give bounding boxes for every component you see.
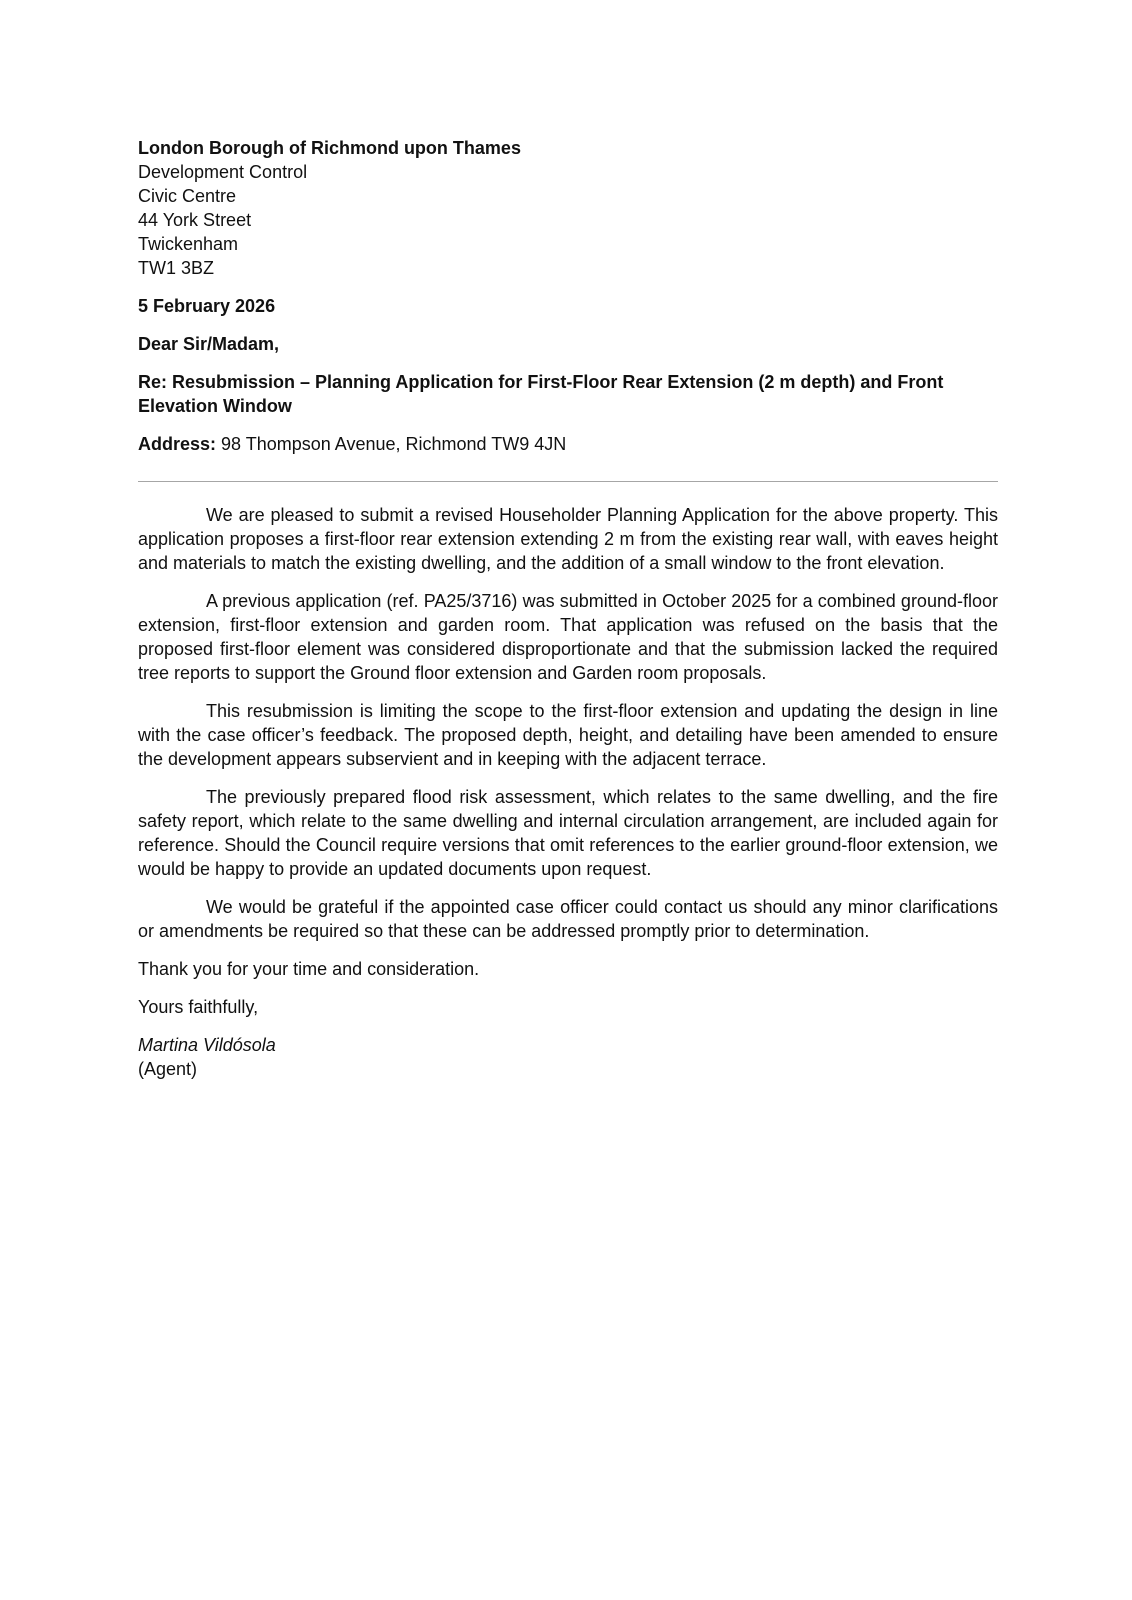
sign-off: Yours faithfully,: [138, 997, 259, 1017]
body-paragraph-4: The previously prepared flood risk assessment, which relates to the same dwelling, and the fire safety report, which relate to the same dwelling and internal circulation arrangement, are included again for reference. Should the Council require versions that omit references to the earlier ground-floor extension, we would be happy to provide an updated documents upon request.: [138, 787, 998, 879]
letter-body: [138, 503, 998, 1081]
signature-block: [138, 1033, 998, 1081]
horizontal-divider: [138, 481, 998, 482]
property-address-label: Address:: [138, 434, 217, 454]
recipient-name: London Borough of Richmond upon Thames: [138, 138, 521, 158]
subject-line: Re: Resubmission – Planning Application for First-Floor Rear Extension (2 m depth) and Front Elevation Window: [138, 372, 944, 416]
property-address: [138, 432, 998, 456]
recipient-street: 44 York Street: [138, 210, 252, 230]
closing-line: Thank you for your time and consideration.: [138, 959, 480, 979]
recipient-department: Development Control: [138, 162, 308, 182]
signatory-role: (Agent): [138, 1059, 198, 1079]
body-paragraph-2: A previous application (ref. PA25/3716) was submitted in October 2025 for a combined ground-floor extension, first-floor extension and garden room. That application was refused on the basis that the proposed first-floor element was considered disproportionate and that the submission lacked the required tree reports to support the Ground floor extension and Garden room proposals.: [138, 591, 998, 683]
recipient-building: Civic Centre: [138, 186, 237, 206]
letter-date: 5 February 2026: [138, 296, 276, 316]
salutation: Dear Sir/Madam,: [138, 334, 280, 354]
body-paragraph-1: We are pleased to submit a revised Householder Planning Application for the above property. This application proposes a first-floor rear extension extending 2 m from the existing rear wall, with eaves height and materials to match the existing dwelling, and the addition of a small window to the front elevation.: [138, 505, 998, 573]
recipient-postcode: TW1 3BZ: [138, 258, 215, 278]
signatory-name: Martina Vildósola: [138, 1035, 276, 1055]
body-paragraph-5: We would be grateful if the appointed case officer could contact us should any minor clarifications or amendments be required so that these can be addressed promptly prior to determination.: [138, 897, 998, 941]
recipient-town: Twickenham: [138, 234, 239, 254]
letter-content: [138, 136, 998, 1081]
body-paragraph-3: This resubmission is limiting the scope to the first-floor extension and updating the design in line with the case officer’s feedback. The proposed depth, height, and detailing have been amended to ensure the development appears subservient and in keeping with the adjacent terrace.: [138, 701, 998, 769]
recipient-address-block: [138, 136, 998, 280]
property-address-value: 98 Thompson Avenue, Richmond TW9 4JN: [216, 434, 567, 454]
